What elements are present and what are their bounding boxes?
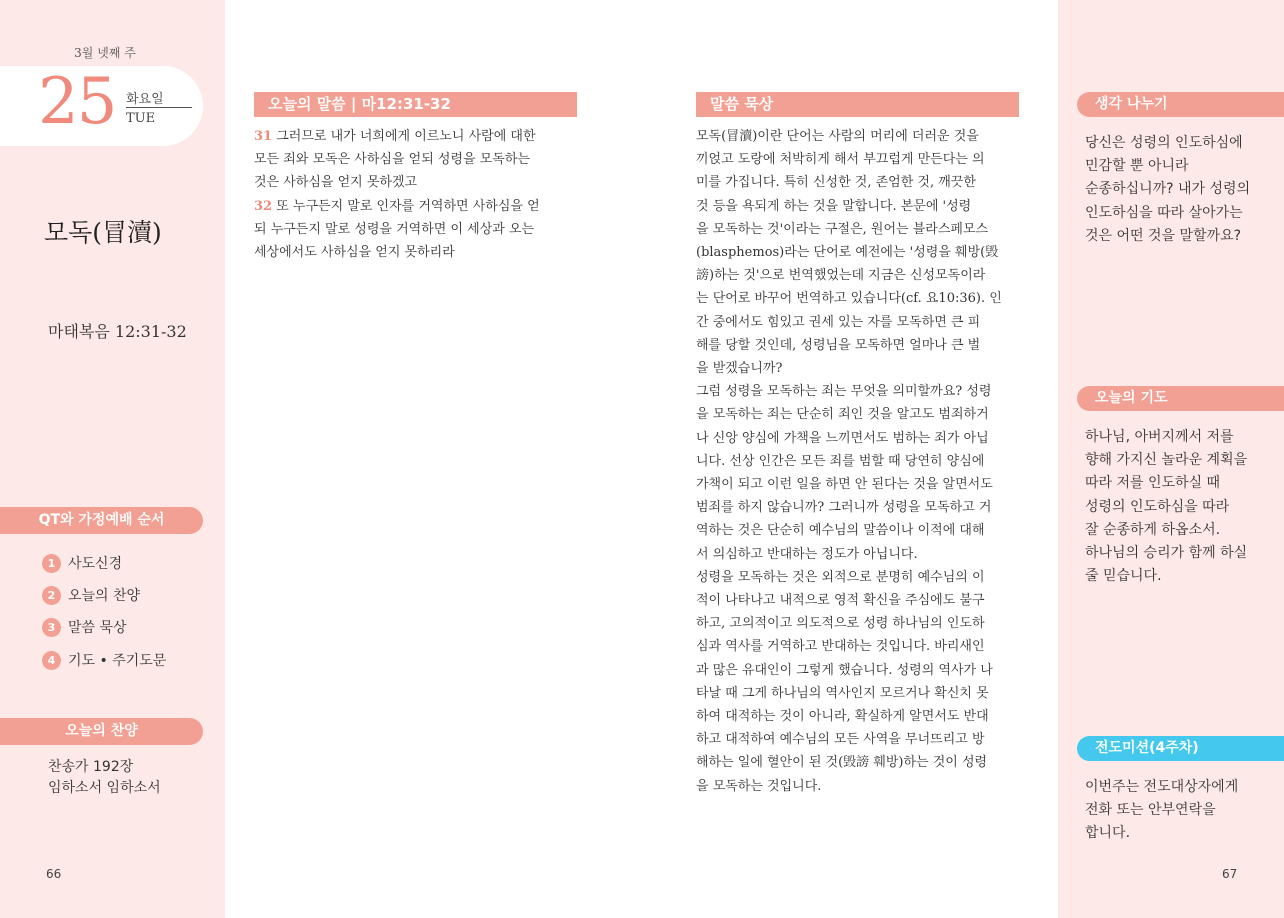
week-label: 3월 넷째 주 bbox=[74, 46, 136, 60]
sharing-line: 것은 어떤 것을 말할까요? bbox=[1085, 227, 1242, 244]
meditation-line: 것 등을 욕되게 하는 것을 말합니다. 본문에 '성령 bbox=[696, 198, 972, 214]
meditation-line: 심과 역사를 거역하고 반대하는 것입니다. 바리새인 bbox=[696, 639, 985, 655]
meditation-line: 과 많은 유대인이 그렇게 했습니다. 성령의 역사가 나 bbox=[696, 662, 993, 678]
hymn-section-title: 오늘의 찬양 bbox=[0, 718, 203, 745]
weekday-korean: 화요일 bbox=[126, 92, 164, 107]
prayer-line: 줄 믿습니다. bbox=[1085, 568, 1162, 585]
mission-line: 전화 또는 안부연락을 bbox=[1085, 802, 1216, 819]
meditation-line: 미를 가집니다. 특히 신성한 것, 존엄한 것, 깨끗한 bbox=[696, 175, 976, 191]
meditation-line: 타날 때 그게 하나님의 역사인지 모르거나 확신치 못 bbox=[696, 685, 989, 701]
verse-line: 것은 사하심을 얻지 못하겠고 bbox=[254, 175, 418, 191]
verse-line: 모든 죄와 모독은 사하심을 얻되 성령을 모독하는 bbox=[254, 152, 530, 168]
sharing-line: 순종하십니까? 내가 성령의 bbox=[1085, 181, 1251, 198]
hymn-number: 찬송가 192장 bbox=[48, 759, 134, 775]
meditation-text bbox=[696, 125, 1019, 798]
order-item bbox=[42, 617, 127, 637]
meditation-line: 서 의심하고 반대하는 정도가 아닙니다. bbox=[696, 546, 918, 562]
meditation-line: 간 중에서도 힘있고 권세 있는 자를 모독하면 큰 피 bbox=[696, 314, 981, 330]
order-item bbox=[42, 585, 140, 605]
meditation-line: 하고 대적하여 예수님의 모든 사역을 무너뜨리고 방 bbox=[696, 732, 985, 748]
meditation-line: 끼얹고 도랑에 처박히게 해서 부끄럽게 만든다는 의 bbox=[696, 152, 985, 168]
sharing-line: 인도하심을 따라 살아가는 bbox=[1085, 204, 1243, 221]
scripture-text bbox=[254, 125, 577, 264]
verse-number: 31 bbox=[254, 129, 273, 144]
meditation-line: 역하는 것은 단순히 예수님의 말씀이나 이적에 대해 bbox=[696, 523, 985, 539]
order-item-label: 말씀 묵상 bbox=[68, 620, 127, 636]
meditation-line: 을 모독하는 것입니다. bbox=[696, 778, 822, 794]
sharing-title: 생각 나누기 bbox=[1077, 92, 1284, 117]
order-item-label: 기도 • 주기도문 bbox=[68, 653, 167, 669]
date-badge bbox=[0, 66, 203, 146]
meditation-line: 는 단어로 바꾸어 번역하고 있습니다(cf. 요10:36). 인 bbox=[696, 291, 1002, 307]
verse-line: 되 누구든지 말로 성령을 거역하면 이 세상과 오는 bbox=[254, 221, 535, 237]
verse-number: 32 bbox=[254, 198, 273, 214]
prayer-text bbox=[1085, 426, 1275, 588]
meditation-line: 범죄를 하지 않습니까? 그러니까 성령을 모독하고 거 bbox=[696, 500, 992, 516]
mission-title: 전도미션(4주차) bbox=[1077, 736, 1284, 761]
order-number-badge: 3 bbox=[42, 618, 61, 637]
order-item-label: 사도신경 bbox=[68, 556, 123, 572]
mission-text bbox=[1085, 776, 1275, 846]
meditation-header: 말씀 묵상 bbox=[696, 92, 1019, 117]
mission-line: 합니다. bbox=[1085, 825, 1131, 842]
day-number: 25 bbox=[38, 65, 116, 139]
meditation-line: 해를 당할 것인데, 성령님을 모독하면 얼마나 큰 벌 bbox=[696, 337, 981, 353]
meditation-line: 적이 나타나고 내적으로 영적 확신을 주심에도 불구 bbox=[696, 593, 985, 609]
todays-word-header: 오늘의 말씀 | 마12:31-32 bbox=[254, 92, 577, 117]
meditation-line: 을 받겠습니까? bbox=[696, 361, 783, 377]
scripture-reference: 마태복음 12:31-32 bbox=[48, 322, 187, 341]
meditation-line: (blasphemos)라는 단어로 예전에는 '성령을 훼방(毁 bbox=[696, 245, 999, 261]
weekday-english: TUE bbox=[126, 111, 156, 126]
page-number-right: 67 bbox=[1222, 867, 1238, 881]
prayer-line: 따라 저를 인도하실 때 bbox=[1085, 475, 1221, 492]
order-item bbox=[42, 650, 166, 670]
meditation-line: 하고, 고의적이고 의도적으로 성령 하나님의 인도하 bbox=[696, 616, 985, 632]
sharing-line: 당신은 성령의 인도하심에 bbox=[1085, 135, 1243, 151]
meditation-line: 謗)하는 것'으로 번역했었는데 지금은 신성모독이라 bbox=[696, 268, 986, 284]
meditation-line: 을 모독하는 것'이라는 구절은, 원어는 블라스페모스 bbox=[696, 221, 989, 237]
page-number-left: 66 bbox=[46, 867, 62, 881]
meditation-line: 니다. 선상 인간은 모든 죄를 범할 때 당연히 양심에 bbox=[696, 453, 985, 469]
order-number-badge: 2 bbox=[42, 586, 61, 605]
prayer-line: 잘 순종하게 하옵소서. bbox=[1085, 521, 1221, 538]
meditation-line: 을 모독하는 죄는 단순히 죄인 것을 알고도 범죄하거 bbox=[696, 407, 989, 423]
page-title: 모독(冒瀆) bbox=[44, 218, 162, 247]
meditation-line: 가책이 되고 이런 일을 하면 안 된다는 것을 알면서도 bbox=[696, 477, 993, 493]
meditation-line: 그럼 성령을 모독하는 죄는 무엇을 의미할까요? 성령 bbox=[696, 384, 992, 400]
date-divider bbox=[126, 107, 192, 108]
prayer-line: 성령의 인도하심을 따라 bbox=[1085, 498, 1230, 515]
mission-line: 이번주는 전도대상자에게 bbox=[1085, 779, 1239, 795]
meditation-line: 하여 대적하는 것이 아니라, 확실하게 알면서도 반대 bbox=[696, 709, 989, 725]
meditation-line: 나 신앙 양심에 가책을 느끼면서도 범하는 죄가 아닙 bbox=[696, 430, 989, 446]
hymn-info bbox=[48, 757, 161, 799]
left-sidebar bbox=[0, 0, 225, 918]
order-item bbox=[42, 553, 122, 573]
prayer-line: 향해 가지신 놀라운 계획을 bbox=[1085, 452, 1248, 469]
sharing-line: 민감할 뿐 아니라 bbox=[1085, 158, 1189, 175]
hymn-title: 임하소서 임하소서 bbox=[48, 780, 161, 796]
order-item-label: 오늘의 찬양 bbox=[68, 588, 141, 604]
meditation-line: 해하는 일에 혈안이 된 것(毁謗 훼방)하는 것이 성령 bbox=[696, 755, 988, 771]
verse-line: 32 또 누구든지 말로 인자를 거역하면 사하심을 얻 bbox=[254, 198, 540, 214]
sharing-text bbox=[1085, 132, 1275, 248]
prayer-line: 하나님, 아버지께서 저를 bbox=[1085, 429, 1234, 445]
verse-line: 31 그러므로 내가 너희에게 이르노니 사람에 대한 bbox=[254, 129, 536, 144]
meditation-line: 성령을 모독하는 것은 외적으로 분명히 예수님의 이 bbox=[696, 569, 985, 585]
meditation-line: 모독(冒瀆)이란 단어는 사람의 머리에 더러운 것을 bbox=[696, 129, 979, 144]
order-number-badge: 1 bbox=[42, 554, 61, 573]
prayer-line: 하나님의 승리가 함께 하실 bbox=[1085, 545, 1248, 562]
order-number-badge: 4 bbox=[42, 651, 61, 670]
prayer-title: 오늘의 기도 bbox=[1077, 386, 1284, 411]
order-section-title: QT와 가정예배 순서 bbox=[0, 507, 203, 534]
verse-line: 세상에서도 사하심을 얻지 못하리라 bbox=[254, 245, 455, 261]
